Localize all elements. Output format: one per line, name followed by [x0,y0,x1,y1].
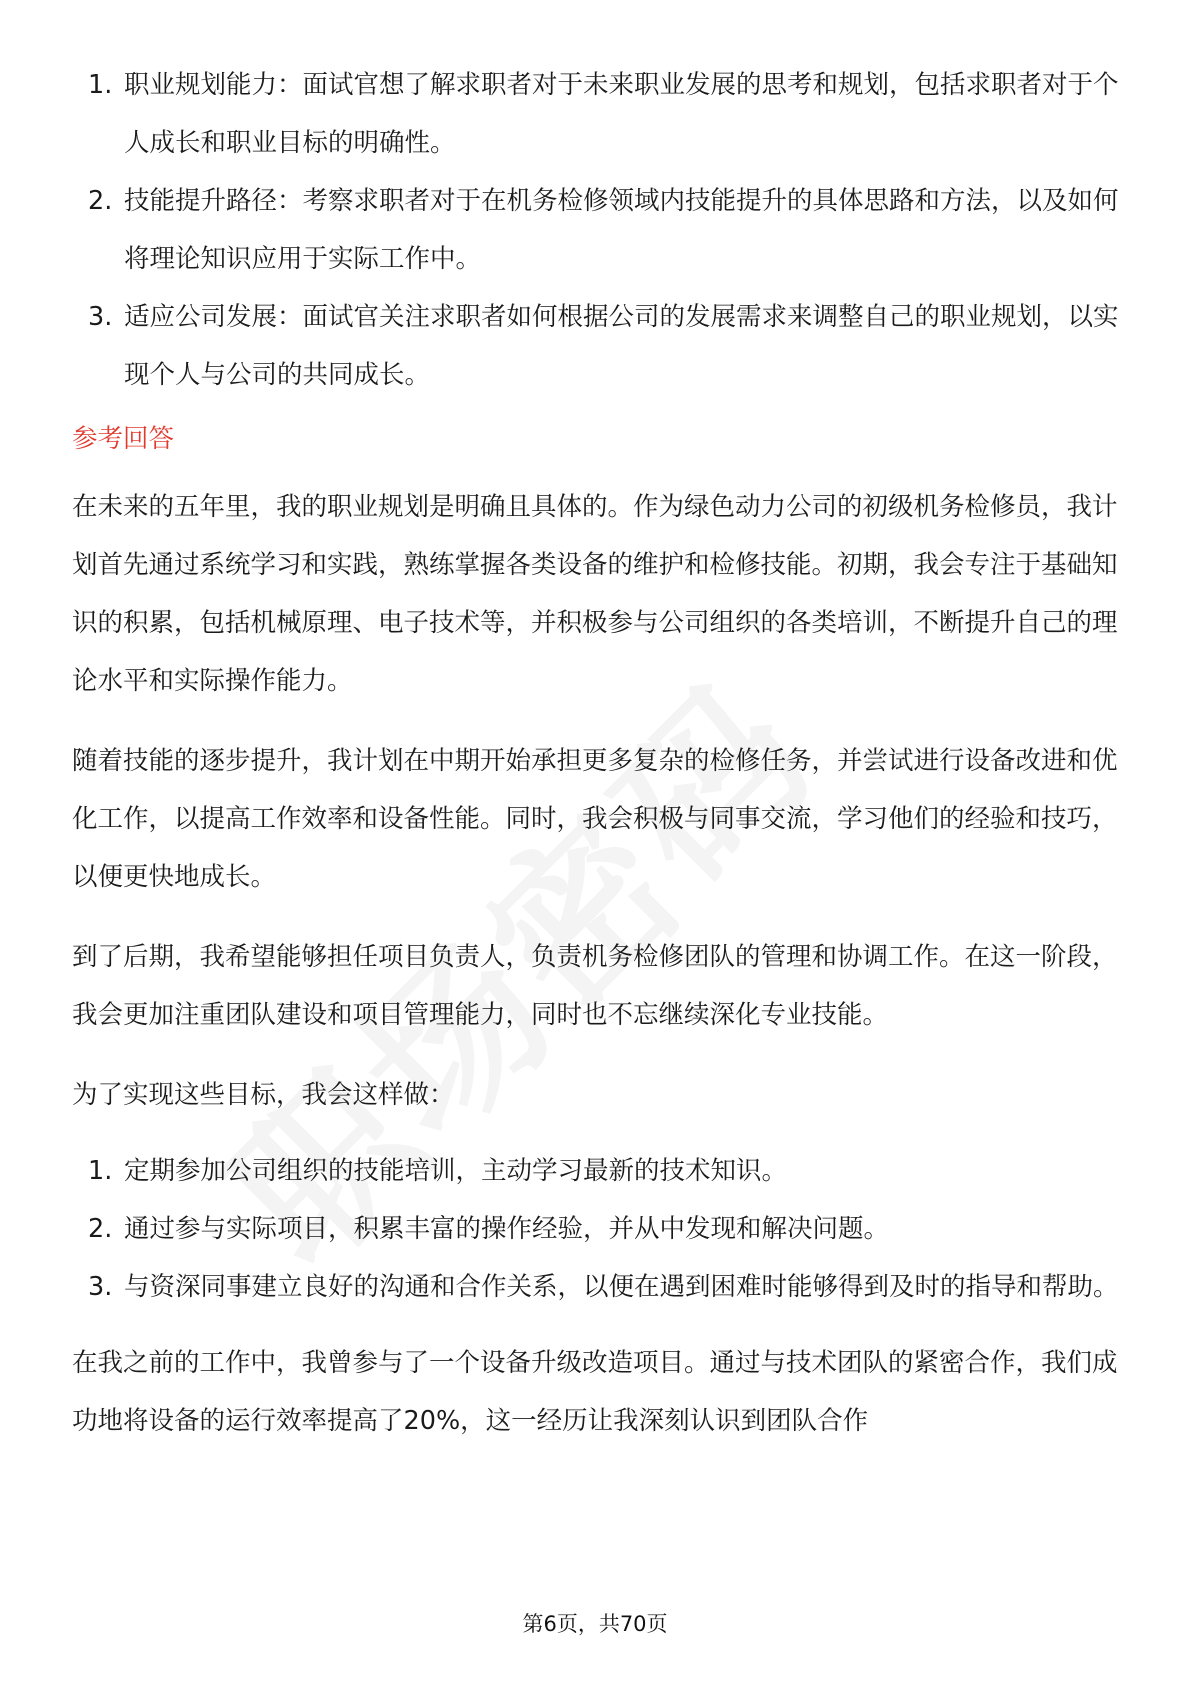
list-number: 3. [88,302,113,332]
page-number: 第6页，共70页 [522,1612,668,1636]
list-number: 3. [88,1272,113,1302]
list-item [72,1258,1120,1316]
paragraph: 在未来的五年里，我的职业规划是明确且具体的。作为绿色动力公司的初级机务检修员，我计划首先通过系统学习和实践，熟练掌握各类设备的维护和检修技能。初期，我会专注于基础知识的积累，包括机械原理、电子技术等，并积极参与公司组织的各类培训，不断提升自己的理论水平和实际操作能力。 [72,492,1118,696]
closing-paragraph: 在我之前的工作中，我曾参与了一个设备升级改造项目。通过与技术团队的紧密合作，我们成功地将设备的运行效率提高了20%，这一经历让我深刻认识到团队合作 [72,1348,1118,1436]
list-text: 定期参加公司组织的技能培训，主动学习最新的技术知识。 [124,1156,788,1186]
list-text: 通过参与实际项目，积累丰富的操作经验，并从中发现和解决问题。 [124,1214,890,1244]
paragraph: 为了实现这些目标，我会这样做： [72,1080,455,1110]
list-item [72,1200,1120,1258]
paragraph: 随着技能的逐步提升，我计划在中期开始承担更多复杂的检修任务，并尝试进行设备改进和优化工作，以提高工作效率和设备性能。同时，我会积极与同事交流，学习他们的经验和技巧，以便更快地成长。 [72,746,1118,892]
list-text: 职业规划能力：面试官想了解求职者对于未来职业发展的思考和规划，包括求职者对于个人成长和职业目标的明确性。 [124,70,1119,158]
action-list [72,1142,1120,1316]
paragraph: 到了后期，我希望能够担任项目负责人，负责机务检修团队的管理和协调工作。在这一阶段，我会更加注重团队建设和项目管理能力，同时也不忘继续深化专业技能。 [72,942,1118,1030]
intro-list [72,56,1120,404]
list-item [72,1142,1120,1200]
list-number: 2. [88,1214,113,1244]
document-content [72,56,1120,1450]
list-item [72,288,1120,404]
list-text: 与资深同事建立良好的沟通和合作关系，以便在遇到困难时能够得到及时的指导和帮助。 [124,1272,1119,1302]
list-item [72,172,1120,288]
list-number: 2. [88,186,113,216]
list-number: 1. [88,70,113,100]
list-text: 技能提升路径：考察求职者对于在机务检修领域内技能提升的具体思路和方法，以及如何将理论知识应用于实际工作中。 [124,186,1119,274]
section-title: 参考回答 [72,424,175,454]
list-item [72,56,1120,172]
list-text: 适应公司发展：面试官关注求职者如何根据公司的发展需求来调整自己的职业规划，以实现个人与公司的共同成长。 [124,302,1119,390]
list-number: 1. [88,1156,113,1186]
